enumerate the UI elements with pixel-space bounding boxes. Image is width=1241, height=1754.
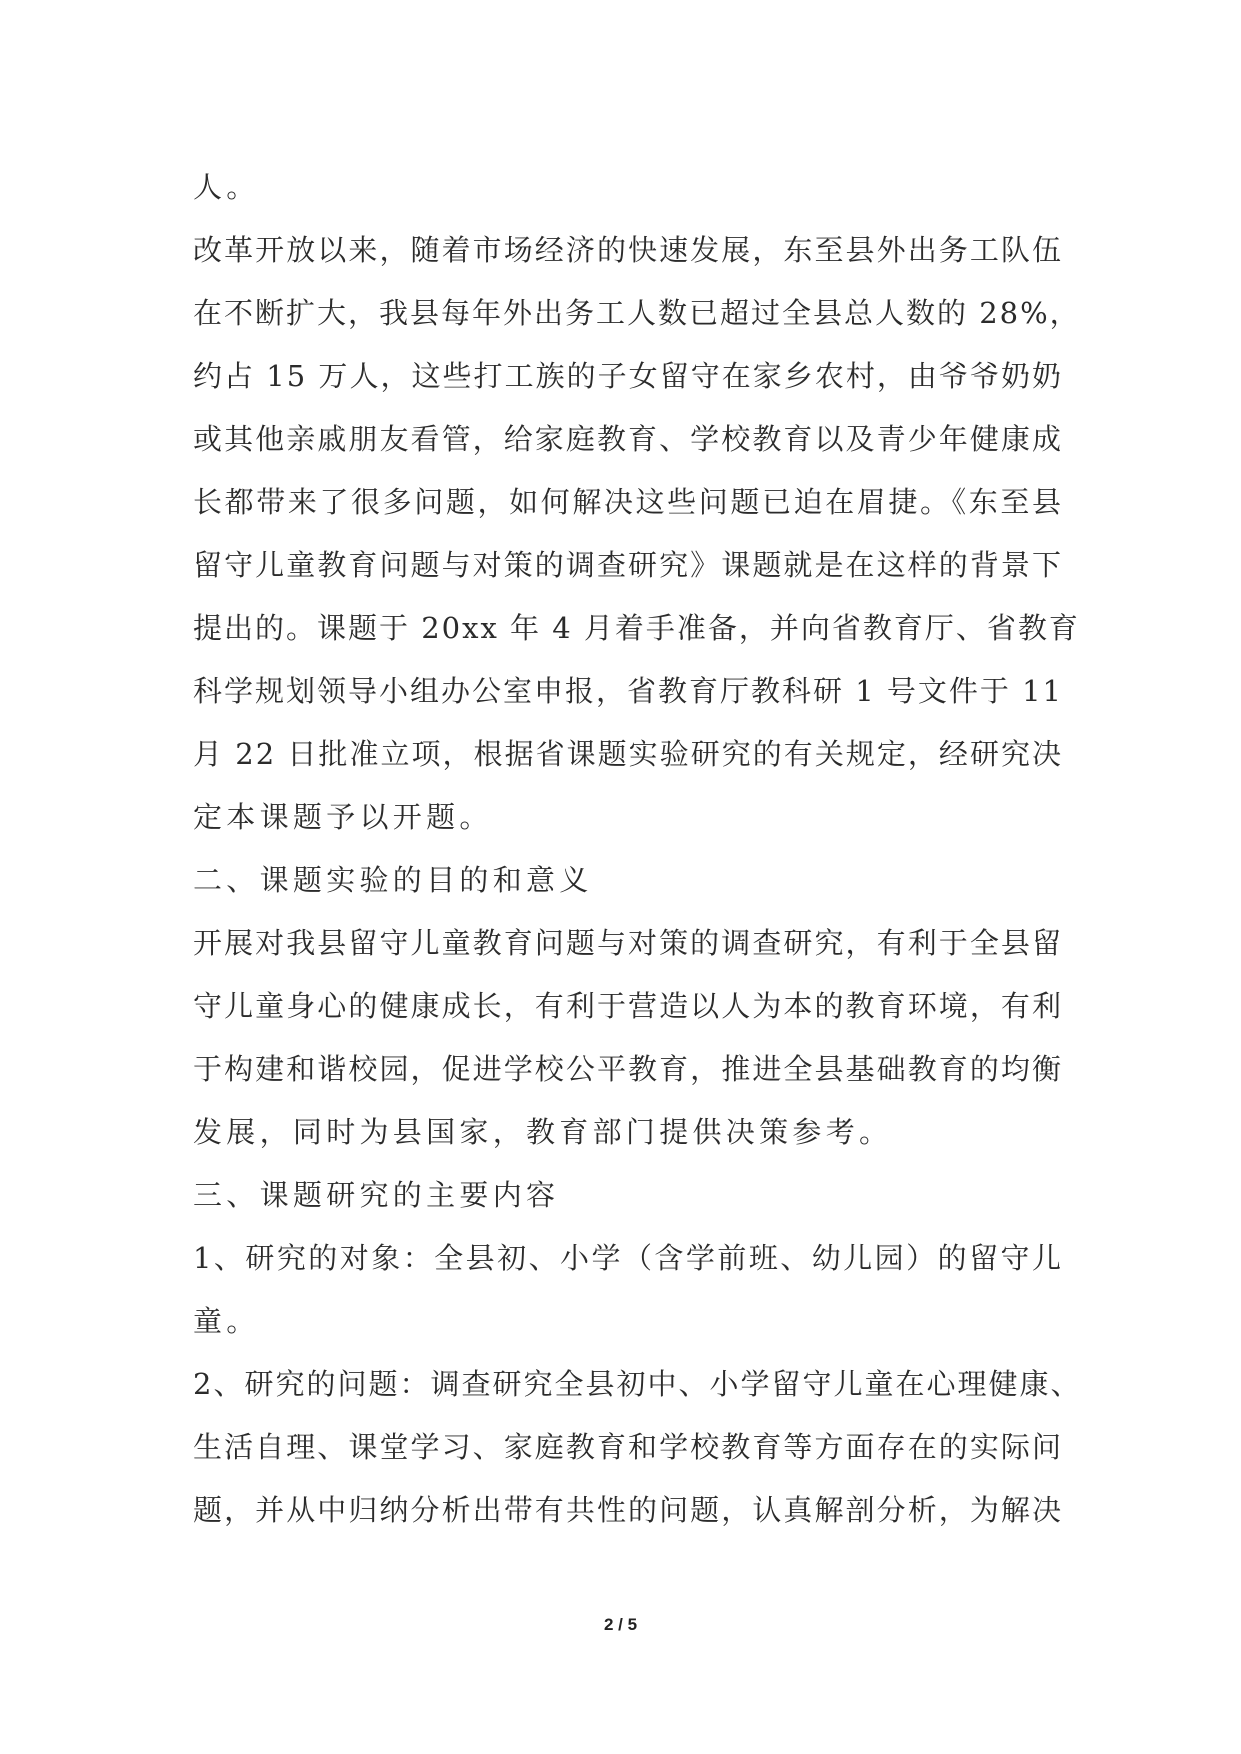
- text-line: 留守儿童教育问题与对策的调查研究》课题就是在这样的背景下: [193, 548, 1063, 582]
- text-line: 发展，同时为县国家，教育部门提供决策参考。: [193, 1115, 893, 1149]
- text-line: 开展对我县留守儿童教育问题与对策的调查研究，有利于全县留: [193, 926, 1063, 960]
- text-line: 童。: [193, 1304, 260, 1338]
- text-line: 守儿童身心的健康成长，有利于营造以人为本的教育环境，有利: [193, 989, 1063, 1023]
- text-line: 定本课题予以开题。: [193, 800, 493, 834]
- page-number: 2 / 5: [603, 1615, 638, 1634]
- text-line: 约占 15 万人，这些打工族的子女留守在家乡农村，由爷爷奶奶: [193, 359, 1063, 393]
- text-line: 题，并从中归纳分析出带有共性的问题，认真解剖分析，为解决: [193, 1493, 1063, 1527]
- text-line: 改革开放以来，随着市场经济的快速发展，东至县外出务工队伍: [193, 233, 1063, 267]
- text-line: 或其他亲戚朋友看管，给家庭教育、学校教育以及青少年健康成: [193, 422, 1063, 456]
- text-line: 1、研究的对象：全县初、小学（含学前班、幼儿园）的留守儿: [193, 1241, 1063, 1275]
- text-line: 月 22 日批准立项，根据省课题实验研究的有关规定，经研究决: [193, 737, 1063, 771]
- text-line: 2、研究的问题：调查研究全县初中、小学留守儿童在心理健康、: [193, 1367, 1082, 1401]
- text-line: 长都带来了很多问题，如何解决这些问题已迫在眉捷。《东至县: [193, 485, 1063, 519]
- text-line: 在不断扩大，我县每年外出务工人数已超过全县总人数的 28%，: [193, 296, 1081, 330]
- document-body: [193, 156, 1082, 1542]
- section-heading: 三、课题研究的主要内容: [193, 1178, 560, 1212]
- text-line: 生活自理、课堂学习、家庭教育和学校教育等方面存在的实际问: [193, 1430, 1063, 1464]
- text-line: 人。: [193, 170, 260, 204]
- text-line: 于构建和谐校园，促进学校公平教育，推进全县基础教育的均衡: [193, 1052, 1063, 1086]
- section-heading: 二、课题实验的目的和意义: [193, 863, 593, 897]
- text-line: 提出的。课题于 20xx 年 4 月着手准备，并向省教育厅、省教育: [193, 611, 1080, 645]
- text-line: 科学规划领导小组办公室申报，省教育厅教科研 1 号文件于 11: [193, 674, 1064, 708]
